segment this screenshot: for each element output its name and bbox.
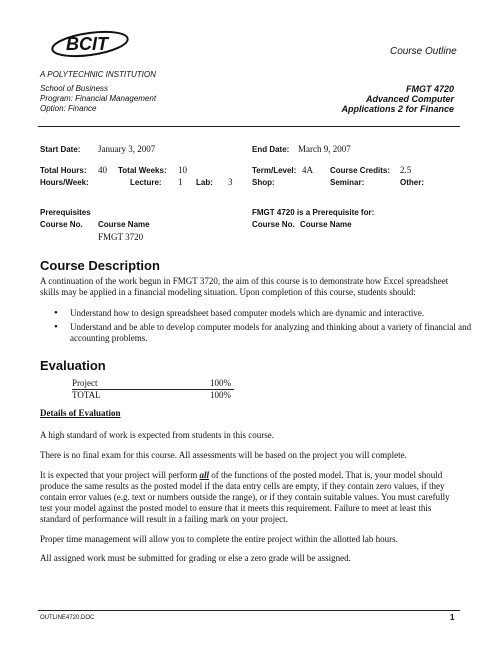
lecture-value: 1	[178, 177, 183, 187]
evaluation-paragraph-requirements	[40, 470, 460, 525]
term-level-value: 4A	[302, 165, 313, 175]
course-credits-value: 2.5	[400, 165, 412, 175]
requirements-emphasis: all	[199, 470, 209, 480]
prereq-course-name: FMGT 3720	[98, 232, 144, 242]
prerequisites-heading: Prerequisites	[40, 208, 91, 217]
lab-value: 3	[228, 177, 233, 187]
school-name: School of Business	[40, 84, 109, 93]
bcit-logo	[40, 24, 136, 68]
start-date-label: Start Date:	[40, 145, 81, 154]
end-date-label: End Date:	[252, 145, 290, 154]
lecture-label: Lecture:	[130, 178, 162, 187]
bcit-logo-mark	[40, 24, 136, 68]
end-date-value: March 9, 2007	[298, 144, 351, 154]
evaluation-paragraph-standard: A high standard of work is expected from students in this course.	[40, 430, 274, 440]
evaluation-row-label: Project	[72, 378, 98, 388]
footer-file-ref: OUTLINE4720.DOC	[40, 615, 95, 621]
institution-tagline: A POLYTECHNIC INSTITUTION	[40, 70, 156, 79]
evaluation-total-label: TOTAL	[72, 390, 101, 400]
total-hours-label: Total Hours:	[40, 166, 87, 175]
course-code: FMGT 4720	[405, 84, 454, 94]
evaluation-heading: Evaluation	[40, 358, 106, 373]
seminar-label: Seminar:	[330, 178, 365, 187]
total-weeks-label: Total Weeks:	[118, 166, 167, 175]
course-description-heading: Course Description	[40, 258, 160, 273]
page-number: 1	[450, 613, 455, 622]
evaluation-paragraph-time: Proper time management will allow you to complete the entire project within the allotted lab hours.	[40, 534, 398, 544]
total-hours-value: 40	[98, 165, 107, 175]
shop-label: Shop:	[252, 178, 275, 187]
evaluation-paragraph-submission: All assigned work must be submitted for grading or else a zero grade will be assigned.	[40, 553, 351, 563]
other-label: Other:	[400, 178, 424, 187]
course-title-line1: Advanced Computer	[365, 94, 454, 104]
course-credits-label: Course Credits:	[330, 166, 391, 175]
course-title-line2: Applications 2 for Finance	[341, 104, 454, 114]
evaluation-row-value: 100%	[210, 378, 231, 388]
evaluation-details-heading: Details of Evaluation	[40, 408, 121, 418]
doc-type: Course Outline	[390, 46, 457, 57]
requirements-text-a: It is expected that your project will perform	[40, 470, 200, 480]
lab-label: Lab:	[196, 178, 213, 187]
evaluation-paragraph-no-exam: There is no final exam for this course. All assessments will be based on the project you will complete.	[40, 450, 407, 460]
footer-divider	[38, 610, 460, 611]
prereq-for-heading: FMGT 4720 is a Prerequisite for:	[252, 208, 375, 217]
total-weeks-value: 10	[178, 165, 187, 175]
prereq-col-course-no: Course No.	[40, 220, 83, 229]
program-name: Program: Financial Management	[40, 94, 157, 103]
prereq-col-course-name: Course Name	[98, 220, 150, 229]
requirements-text-b: of the functions of the posted model. That is, your model should produce the same results as the posted model if the data entry cells are empty, if they contain zero values, if they contain error values (e.g. text or numbers outside the range), or if they contain suitable values. You must carefully test your model against the posted model to ensure that it meets this requirement. Failure to meet at least this standard of performance will result in a failing mark on your project.	[40, 470, 450, 524]
hours-week-label: Hours/Week:	[40, 178, 89, 187]
course-description-intro: A continuation of the work begun in FMGT 3720, the aim of this course is to demonstrate how Excel spreadsheet skills may be applied in a financial modeling situation. Upon completion of this course, students should:	[40, 276, 449, 297]
list-item: • Understand and be able to develop computer models for analyzing and thinking about a variety of financial and accounting problems.	[52, 322, 472, 344]
prereq-for-col-course-name: Course Name	[300, 220, 352, 229]
logo-text: BCIT	[66, 34, 108, 54]
term-level-label: Term/Level:	[252, 166, 297, 175]
learning-outcomes-list	[52, 308, 472, 347]
evaluation-total-value: 100%	[210, 390, 231, 400]
header-divider	[38, 126, 460, 127]
start-date-value: January 3, 2007	[98, 144, 156, 154]
prereq-for-col-course-no: Course No.	[252, 220, 295, 229]
list-item: • Understand how to design spreadsheet based computer models which are dynamic and interactive.	[52, 308, 472, 319]
option-name: Option: Finance	[40, 104, 97, 113]
